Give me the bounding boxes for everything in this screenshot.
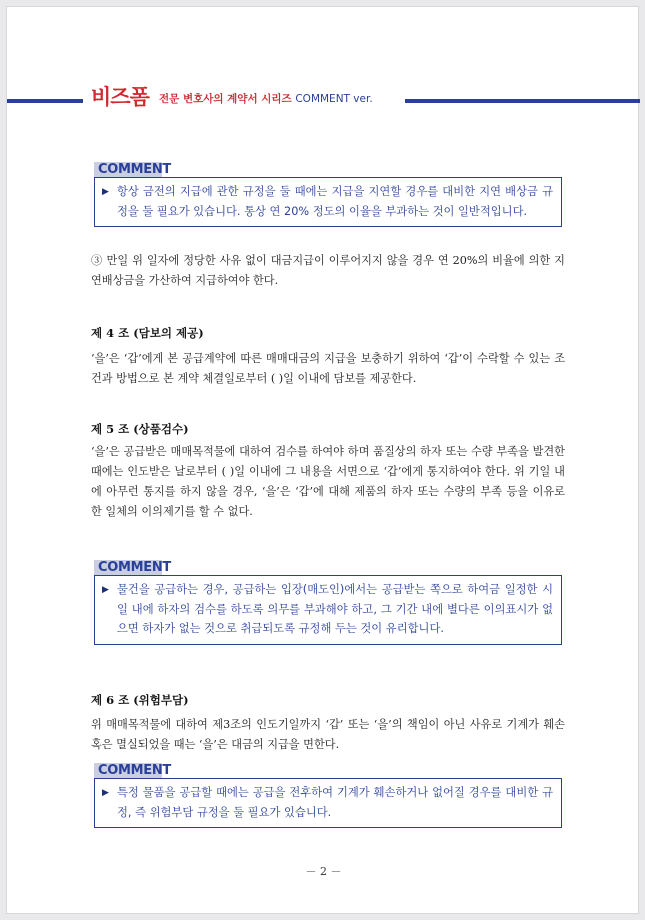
comment-text: 특정 물품을 공급할 때에는 공급을 전후하여 기계가 훼손하거나 없어질 경우를 대비한 규정, 즉 위험부담 규정을 둘 필요가 있습니다. bbox=[117, 786, 553, 819]
header-rule-right bbox=[405, 99, 640, 103]
comment-title: COMMENT bbox=[94, 763, 162, 778]
comment-body bbox=[94, 177, 562, 227]
header-rule-left bbox=[7, 99, 83, 103]
comment-box-1 bbox=[94, 162, 562, 227]
article-6-heading: 제 6 조 (위험부담) bbox=[91, 693, 189, 707]
clause-number: ③ bbox=[91, 254, 103, 267]
document-page bbox=[6, 6, 639, 914]
comment-text: 항상 금전의 지급에 관한 규정을 둘 때에는 지급을 지연할 경우를 대비한 지연 배상금 규정을 둘 필요가 있습니다. 통상 연 20% 정도의 이율을 부과하는 것이 일반적입니다. bbox=[117, 185, 553, 218]
series-tagline: 전문 변호사의 계약서 시리즈 COMMENT ver. bbox=[159, 93, 373, 105]
arrow-right-icon: ▶ bbox=[102, 585, 109, 595]
comment-title: COMMENT bbox=[94, 560, 162, 575]
clause-text: ③ 만일 위 일자에 정당한 사유 없이 대금지급이 이루어지지 않을 경우 연 20%의 비율에 의한 지연배상금을 가산하여 지급하여야 한다. bbox=[91, 254, 565, 287]
article-4-text: ‘을’은 ‘갑’에게 본 공급계약에 따른 매매대금의 지급을 보충하기 위하여 ‘갑’이 수락할 수 있는 조건과 방법으로 본 계약 체결일로부터 ( )일 이내에 담보를 제공한다. bbox=[91, 352, 565, 385]
comment-text: 물건을 공급하는 경우, 공급하는 입장(매도인)에서는 공급받는 쪽으로 하여금 일정한 시일 내에 하자의 검수를 하도록 의무를 부과해야 하고, 그 기간 내에 별다른 이의표시가 없으면 하자가 없는 것으로 취급되도록 규정해 두는 것이 유리합니다. bbox=[117, 583, 553, 635]
arrow-right-icon: ▶ bbox=[102, 187, 109, 197]
comment-body bbox=[94, 778, 562, 828]
comment-body bbox=[94, 575, 562, 645]
arrow-right-icon: ▶ bbox=[102, 788, 109, 798]
page-number: － 2 － bbox=[305, 865, 342, 878]
comment-box-3 bbox=[94, 763, 562, 828]
article-4-heading: 제 4 조 (담보의 제공) bbox=[91, 326, 204, 340]
article-6-text: 위 매매목적물에 대하여 제3조의 인도기일까지 ‘갑’ 또는 ‘을’의 책임이 아닌 사유로 기계가 훼손 혹은 멸실되었을 때는 ‘을’은 대금의 지급을 면한다. bbox=[91, 718, 565, 751]
article-5-text: ‘을’은 공급받은 매매목적물에 대하여 검수를 하여야 하며 품질상의 하자 또는 수량 부족을 발견한 때에는 인도받은 날로부터 ( )일 이내에 그 내용을 서면으로 ‘갑’에게 통지하여야 한다. 위 기일 내에 아무런 통지를 하지 않을 경우, ‘을’은 ‘갑’에 대해 제품의 하자 또는 수량의 부족 등을 이유로 한 일체의 이의제기를 할 수 없다. bbox=[91, 445, 565, 518]
brand-logo: 비즈폼 bbox=[91, 85, 149, 109]
article-5-heading: 제 5 조 (상품검수) bbox=[91, 422, 189, 436]
clause-item-3 bbox=[91, 251, 565, 291]
comment-title: COMMENT bbox=[94, 162, 162, 177]
page-header bbox=[7, 83, 640, 111]
comment-box-2 bbox=[94, 560, 562, 645]
